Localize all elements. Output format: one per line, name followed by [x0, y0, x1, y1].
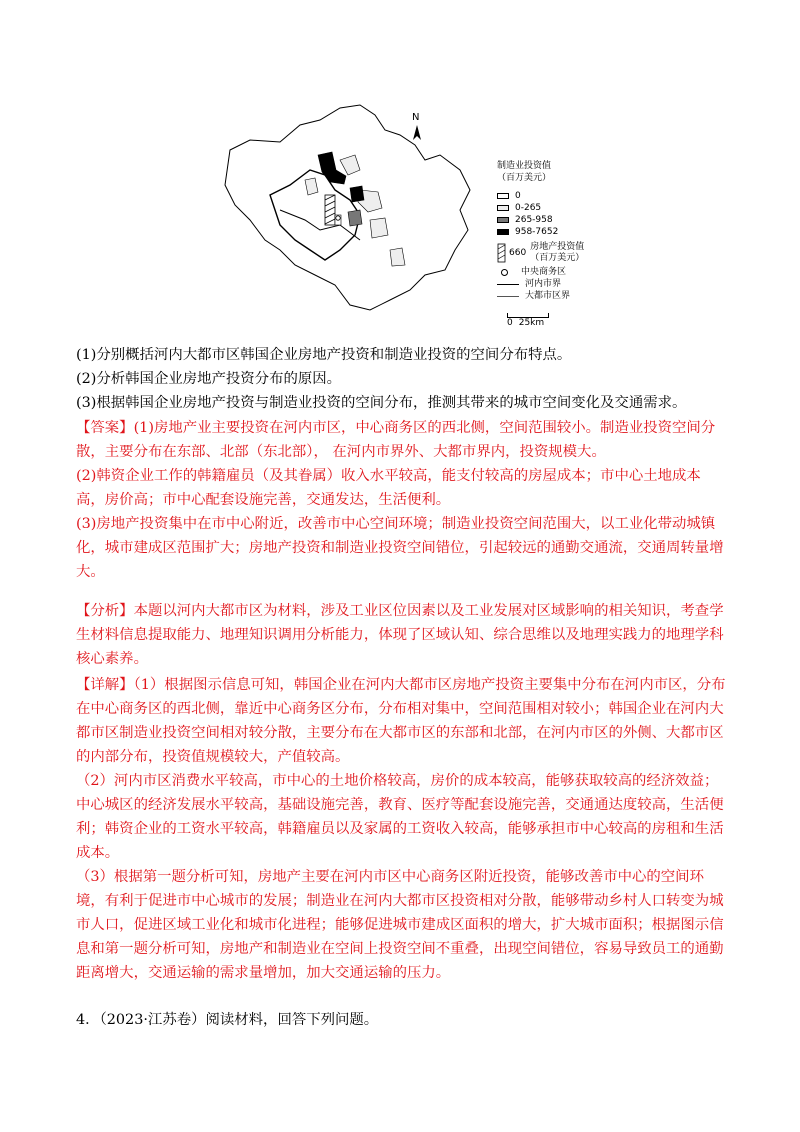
legend-class-row: 0-265 [497, 202, 607, 214]
legend-cbd: 中央商务区 [497, 266, 607, 278]
map-legend [497, 160, 607, 302]
metro-boundary [225, 105, 470, 310]
cbd-marker [336, 216, 340, 220]
district-gray [348, 210, 362, 226]
details-block [76, 673, 726, 985]
legend-class-row: 265-958 [497, 214, 607, 226]
question-3: (3)根据韩国企业房地产投资与制造业投资的空间分布，推测其带来的城市空间变化及交通需求。 [76, 395, 687, 411]
scale-bar: 0 25km [507, 313, 549, 328]
district-light [390, 248, 405, 266]
question-list [76, 343, 726, 415]
legend-unit: （百万美元） [497, 172, 552, 183]
answer-block [76, 416, 726, 584]
detail-3: （3）根据第一题分析可知，房地产主要在河内市区中心商务区附近投资，能够改善市中心的空间环境，有利于促进市中心城市的发展；制造业在河内大都市区投资相对分散，能够带动乡村人口转变为城市人口，促进区域工业化和城市化进程；能够促进城市建成区面积的增大，扩大城市面积；根据图示信息和第一题分析可知，房地产和制造业在空间上投资空间不重叠，出现空间错位，容易导致员工的通勤距离增大，交通运输的需求量增加，加大交通运输的压力。 [76, 869, 724, 981]
legend-class-row: 958-7652 [497, 226, 607, 238]
district-black [318, 152, 346, 184]
legend-realestate: 660 房地产投资值 （百万美元） [497, 240, 607, 266]
detail-1: 【详解】（1）根据图示信息可知，韩国企业在河内大都市区房地产投资主要集中分布在河内市区，分布在中心商务区的西北侧，靠近中心商务区分布，分布相对集中，空间范围相对较小；韩国企业在河内大都市区制造业投资空间相对较分散，主要分布在大都市区的东部和北部，在河内市区的外侧、大都市区的内部分布，投资值规模较大，产值较高。 [76, 677, 726, 765]
legend-class-row: 0 [497, 190, 607, 202]
answer-1: 【答案】(1)房地产业主要投资在河内市区，中心商务区的西北侧，空间范围较小。制造业投资空间分散，主要分布在东部、北部（东北部）， 在河内市界外、大都市界内，投资规模大。 [76, 420, 716, 460]
district-light [370, 218, 388, 238]
legend-metro-boundary: 大都市区界 [497, 290, 607, 302]
next-question-text: 4．（2023·江苏卷）阅读材料，回答下列问题。 [76, 1012, 379, 1028]
north-arrow-icon [412, 112, 421, 140]
svg-text:N: N [412, 112, 420, 123]
legend-title: 制造业投资值 [497, 160, 552, 171]
analysis-block [76, 599, 726, 671]
detail-2: （2）河内市区消费水平较高，市中心的土地价格较高，房价的成本较高，能够获取较高的经济效益；中心城区的经济发展水平较高，基础设施完善，教育、医疗等配套设施完善，交通通达度较高，生活便利；韩资企业的工资水平较高，韩籍雇员以及家属的工资收入较高，能够承担市中心较高的房租和生活成本。 [76, 773, 724, 861]
question-2: (2)分析韩国企业房地产投资分布的原因。 [76, 371, 342, 387]
answer-3: (3)房地产投资集中在市中心附近，改善市中心空间环境；制造业投资空间范围大，以工业化带动城镇化，城市建成区范围扩大；房地产投资和制造业投资空间错位，引起较远的通勤交通流，交通周转量增大。 [76, 516, 724, 580]
hatched-bar-icon [497, 243, 507, 263]
river-line [280, 210, 360, 240]
question-1: (1)分别概括河内大都市区韩国企业房地产投资和制造业投资的空间分布特点。 [76, 347, 572, 363]
district-light [305, 178, 318, 195]
answer-2: (2)韩资企业工作的韩籍雇员（及其眷属）收入水平较高，能支付较高的房屋成本；市中心土地成本高，房价高；市中心配套设施完善，交通发达，生活便利。 [76, 468, 701, 508]
legend-hanoi-boundary: 河内市界 [497, 278, 607, 290]
analysis-text: 【分析】本题以河内大都市区为材料，涉及工业区位因素以及工业发展对区域影响的相关知识，考查学生材料信息提取能力、地理知识调用分析能力，体现了区域认知、综合思维以及地理实践力的地理学科核心素养。 [76, 603, 724, 667]
district-black [350, 186, 364, 202]
next-question [76, 1008, 726, 1032]
district-light [340, 155, 360, 175]
